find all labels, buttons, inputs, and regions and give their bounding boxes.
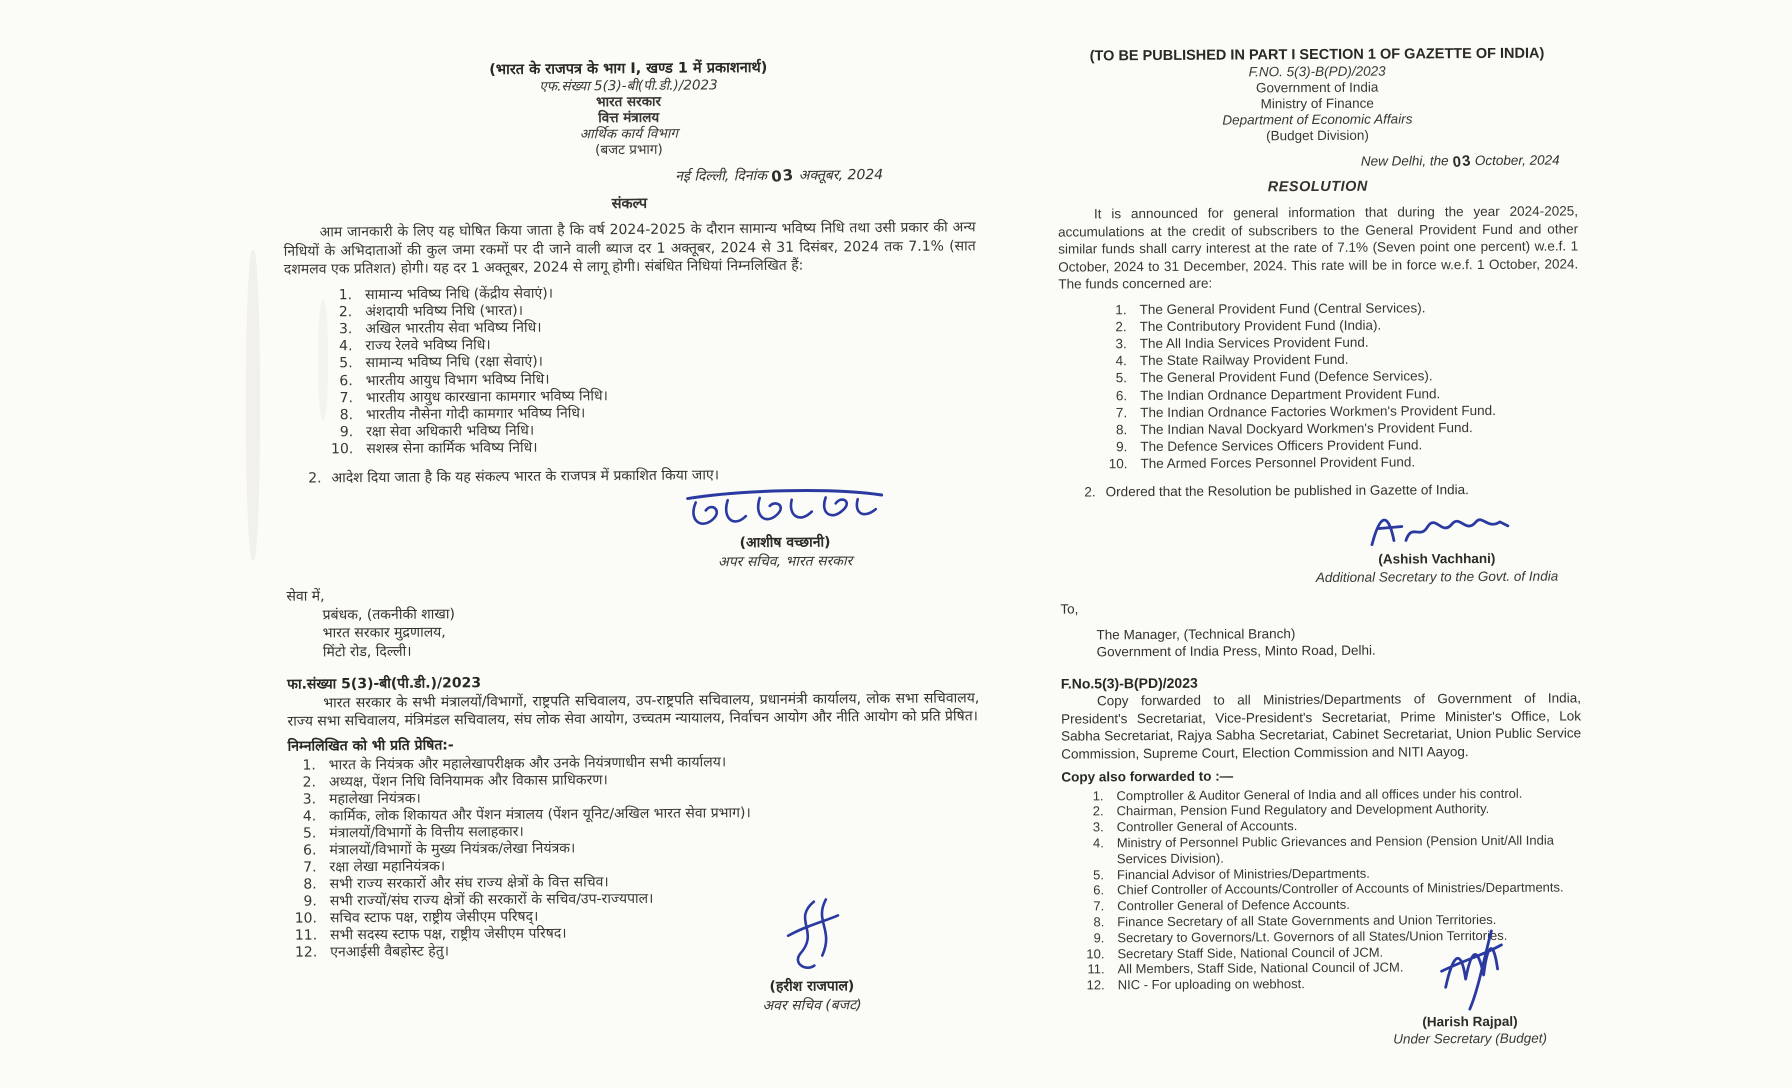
address-line: प्रबंधक, (तकनीकी शाखा) bbox=[322, 605, 455, 623]
signature-block-2-hi bbox=[762, 895, 862, 1015]
ordered-line-en bbox=[1060, 480, 1580, 501]
date-suffix: October, 2024 bbox=[1474, 152, 1560, 169]
list-number: 5. bbox=[1115, 370, 1128, 386]
list-text: अध्यक्ष, पेंशन निधि विनियामक और विकास प्राधिकरण। bbox=[328, 772, 608, 791]
page-hindi bbox=[282, 57, 981, 1018]
list-number: 3. bbox=[1092, 819, 1104, 835]
file-number-heading-hi: फा.संख्या 5(3)-बी(पी.डी.)/2023 bbox=[287, 675, 482, 693]
gazette-publish-note-en: (TO BE PUBLISHED IN PART I SECTION 1 OF GAZETTE OF INDIA) bbox=[1089, 45, 1545, 65]
list-text: The General Provident Fund (Defence Services). bbox=[1139, 368, 1433, 386]
list-number: 9. bbox=[1116, 439, 1128, 455]
list-text: सामान्य भविष्य निधि (केंद्रीय सेवाएं)। bbox=[365, 285, 554, 303]
govt-of-india-en: Government of India bbox=[1255, 79, 1379, 96]
fund-list-item bbox=[1099, 453, 1579, 473]
copy-forwarded-paragraph-en: Copy forwarded to all Ministries/Departments of Government of India, President's Secretariat, Vice-President's Secretariat, Prime Minister's Office, Lok Sabha Secretariat, Rajya Sabha Secretariat, Cabinet Secretariat, Union Public Service Commission, Supreme Court, Election Commission and NITI Aayog. bbox=[1060, 690, 1582, 762]
also-list-item bbox=[1076, 880, 1582, 899]
list-number: 8. bbox=[1093, 914, 1105, 930]
signatory-title-2-en: Under Secretary (Budget) bbox=[1393, 1031, 1548, 1047]
ministry-of-finance-hi: वित्त मंत्रालय bbox=[598, 109, 660, 127]
list-text: Finance Secretary of all State Governments and Union Territories. bbox=[1117, 911, 1497, 930]
list-text: Controller General of Defence Accounts. bbox=[1117, 896, 1350, 914]
list-number: 2. bbox=[1084, 483, 1096, 499]
handwritten-signature-ashish-en bbox=[1362, 500, 1512, 551]
list-text: The Defence Services Officers Provident Fund. bbox=[1140, 437, 1423, 455]
ordered-text: आदेश दिया जाता है कि यह संकल्प भारत के राजपत्र में प्रकाशित किया जाए। bbox=[331, 466, 720, 486]
list-number: 9. bbox=[1093, 930, 1105, 946]
resolution-paragraph-en: It is announced for general information that during the year 2024-2025, accumulations at the credit of subscribers to the General Provident Fund and other similar funds shall carry interest at the rate of 7.1% (Seven point one percent) w.e.f. 1 October, 2024 to 31 December, 2024. This rate will be in force w.e.f. 1 October, 2024. The funds concerned are: bbox=[1058, 203, 1579, 292]
handwritten-signature-harish-hi bbox=[780, 895, 843, 977]
list-number: 10. bbox=[1086, 945, 1105, 961]
list-text: सभी सदस्य स्टाफ पक्ष, राष्ट्रीय जेसीएम परिषद। bbox=[330, 925, 567, 944]
address-line: भारत सरकार मुद्रणालय, bbox=[322, 624, 446, 642]
list-number: 2. bbox=[1115, 318, 1127, 334]
list-number: 10. bbox=[1108, 456, 1128, 472]
list-number: 9. bbox=[339, 424, 354, 441]
to-address bbox=[323, 601, 979, 662]
list-number: 1. bbox=[302, 757, 316, 774]
list-text: भारत के नियंत्रक और महालेखापरीक्षक और उनके नियंत्रणाधीन सभी कार्यालय। bbox=[328, 754, 727, 774]
also-list-item bbox=[1075, 785, 1581, 804]
list-number: 6. bbox=[303, 842, 317, 859]
list-number: 9. bbox=[303, 893, 317, 910]
list-number: 4. bbox=[1092, 835, 1104, 851]
signatory-name-2-en: (Harish Rajpal) bbox=[1422, 1013, 1518, 1030]
resolution-title-hi: संकल्प bbox=[611, 195, 648, 212]
list-text: सभी राज्यों/संघ राज्य क्षेत्रों की सरकारों के सचिव/उप-राज्यपाल। bbox=[329, 890, 654, 910]
list-number: 10. bbox=[330, 441, 354, 458]
list-text: अंशदायी भविष्य निधि (भारत)। bbox=[365, 302, 524, 320]
list-number: 6. bbox=[1093, 882, 1105, 898]
gazette-publish-note-hi: (भारत के राजपत्र के भाग I, खण्ड 1 में प्रकाशनार्थ) bbox=[489, 59, 768, 79]
funds-list-hi bbox=[324, 282, 977, 459]
list-number: 8. bbox=[303, 876, 317, 893]
date-prefix: New Delhi, the bbox=[1360, 153, 1449, 169]
signatory-title-hi: अपर सचिव, भारत सरकार bbox=[717, 552, 853, 570]
list-number: 2. bbox=[308, 469, 322, 487]
handwritten-date-day: 03 bbox=[1451, 152, 1473, 172]
budget-division-hi: (बजट प्रभाग) bbox=[595, 141, 663, 159]
file-number-hi: एफ.संख्या 5(3)-बी(पी.डी.)/2023 bbox=[539, 77, 718, 95]
ordered-text: Ordered that the Resolution be published in Gazette of India. bbox=[1105, 481, 1469, 499]
resolution-title-en: RESOLUTION bbox=[1267, 178, 1368, 195]
ink-dot bbox=[858, 506, 865, 513]
list-number: 8. bbox=[1115, 422, 1128, 438]
list-text: Chairman, Pension Fund Regulatory and Development Authority. bbox=[1116, 801, 1490, 819]
signatory-title-en: Additional Secretary to the Govt. of India bbox=[1315, 568, 1559, 585]
list-text: The Indian Ordnance Factories Workmen's Provident Fund. bbox=[1140, 402, 1496, 420]
list-number: 1. bbox=[1115, 301, 1127, 317]
signature-block-en bbox=[1315, 500, 1558, 586]
date-line-en bbox=[1058, 151, 1578, 172]
handwritten-signature-harish-en bbox=[1433, 921, 1506, 1013]
to-block-en bbox=[1060, 597, 1580, 661]
list-text: भारतीय नौसेना गोदी कामगार भविष्य निधि। bbox=[365, 405, 586, 424]
signatory-title-2-hi: अवर सचिव (बजट) bbox=[762, 996, 862, 1014]
list-text: अखिल भारतीय सेवा भविष्य निधि। bbox=[365, 319, 542, 337]
also-forwarded-list-hi bbox=[288, 752, 982, 961]
address-line: मिंटो रोड, दिल्ली। bbox=[322, 643, 412, 660]
list-text: Ministry of Personnel Public Grievances and Pension (Pension Unit/All India Services Division). bbox=[1116, 832, 1555, 866]
to-block-hi bbox=[286, 582, 979, 661]
date-suffix: अक्तूबर, 2024 bbox=[798, 167, 884, 184]
list-text: Secretary to Governors/Lt. Governors of all States/Union Territories. bbox=[1117, 927, 1508, 945]
signature-block-hi bbox=[680, 485, 891, 572]
list-number: 2. bbox=[338, 303, 353, 320]
list-number: 3. bbox=[338, 321, 353, 338]
list-number: 7. bbox=[1093, 898, 1105, 914]
list-text: The Armed Forces Personnel Provident Fund. bbox=[1140, 454, 1416, 472]
page-english bbox=[1057, 44, 1583, 1050]
list-number: 5. bbox=[339, 355, 353, 372]
list-text: Comptroller & Auditor General of India and all offices under his control. bbox=[1116, 785, 1523, 803]
signatory-name-en: (Ashish Vachhani) bbox=[1378, 550, 1496, 567]
list-text: सचिव स्टाफ पक्ष, राष्ट्रीय जेसीएम परिषद्। bbox=[329, 908, 539, 927]
list-number: 7. bbox=[339, 389, 353, 407]
list-number: 1. bbox=[338, 286, 353, 303]
list-text: Secretary Staff Side, National Council of JCM. bbox=[1117, 944, 1384, 961]
list-text: भारतीय आयुध विभाग भविष्य निधि। bbox=[365, 371, 550, 389]
to-salutation: To, bbox=[1060, 601, 1079, 617]
signatory-name-2-hi: (हरीश राजपाल) bbox=[769, 978, 855, 995]
date-line-hi bbox=[283, 164, 975, 189]
list-text: The Contributory Provident Fund (India). bbox=[1139, 317, 1382, 334]
budget-division-en: (Budget Division) bbox=[1266, 127, 1369, 144]
file-number-en: F.NO. 5(3)-B(PD)/2023 bbox=[1248, 63, 1386, 80]
list-text: सामान्य भविष्य निधि (रक्षा सेवाएं)। bbox=[365, 354, 544, 372]
list-text: Controller General of Accounts. bbox=[1116, 818, 1298, 835]
funds-list-en bbox=[1098, 298, 1579, 473]
list-text: The State Railway Provident Fund. bbox=[1139, 351, 1349, 369]
list-text: भारतीय आयुध कारखाना कामगार भविष्य निधि। bbox=[365, 387, 609, 406]
fund-list-item bbox=[325, 437, 977, 459]
list-text: रक्षा सेवा अधिकारी भविष्य निधि। bbox=[366, 422, 535, 441]
list-text: कार्मिक, लोक शिकायत और पेंशन मंत्रालय (पेंशन यूनिट/अखिल भारत सेवा प्रभाग)। bbox=[329, 805, 751, 825]
list-number: 12. bbox=[294, 944, 318, 961]
also-list-item bbox=[1076, 832, 1582, 867]
list-number: 3. bbox=[1115, 336, 1127, 352]
list-number: 5. bbox=[1093, 866, 1105, 882]
list-text: NIC - For uploading on webhost. bbox=[1117, 976, 1305, 993]
list-text: सभी राज्य सरकारों और संघ राज्य क्षेत्रों के वित्त सचिव। bbox=[329, 874, 609, 893]
list-text: रक्षा लेखा महानियंत्रक। bbox=[329, 858, 446, 876]
list-number: 3. bbox=[302, 791, 317, 808]
list-number: 7. bbox=[303, 859, 317, 876]
to-salutation: सेवा में, bbox=[286, 588, 325, 605]
date-prefix: नई दिल्ली, दिनांक bbox=[675, 167, 768, 185]
dept-economic-affairs-en: Department of Economic Affairs bbox=[1222, 111, 1413, 128]
list-number: 1. bbox=[1092, 787, 1104, 803]
also-forwarded-heading-hi: निम्नलिखित को भी प्रति प्रेषित:- bbox=[287, 736, 454, 755]
list-text: Financial Advisor of Ministries/Departments. bbox=[1116, 865, 1370, 882]
list-number: 5. bbox=[302, 825, 317, 842]
address-line: The Manager, (Technical Branch) bbox=[1096, 625, 1296, 642]
list-text: The General Provident Fund (Central Services). bbox=[1139, 299, 1426, 317]
list-text: The All India Services Provident Fund. bbox=[1139, 334, 1369, 352]
govt-of-india-hi: भारत सरकार bbox=[596, 93, 662, 111]
address-line: Government of India Press, Minto Road, Delhi. bbox=[1096, 642, 1376, 660]
list-text: राज्य रेलवे भविष्य निधि। bbox=[365, 337, 491, 355]
list-text: All Members, Staff Side, National Council of JCM. bbox=[1117, 959, 1404, 977]
list-number: 2. bbox=[1092, 803, 1104, 819]
list-number: 12. bbox=[1086, 977, 1105, 993]
list-number: 7. bbox=[1115, 404, 1128, 420]
list-number: 8. bbox=[339, 407, 354, 424]
file-number-heading-en: F.No.5(3)-B(PD)/2023 bbox=[1060, 674, 1198, 692]
list-number: 6. bbox=[1115, 387, 1128, 403]
list-number: 11. bbox=[294, 927, 318, 944]
list-text: The Indian Naval Dockyard Workmen's Provident Fund. bbox=[1140, 419, 1473, 438]
handwritten-date-day: 03 bbox=[770, 165, 796, 187]
list-text: The Indian Ordnance Department Provident Fund. bbox=[1140, 385, 1441, 403]
list-number: 11. bbox=[1087, 961, 1105, 977]
list-text: महालेखा नियंत्रक। bbox=[328, 790, 421, 808]
scan-smudge bbox=[246, 250, 260, 560]
list-number: 4. bbox=[1115, 353, 1127, 369]
dept-economic-affairs-hi: आर्थिक कार्य विभाग bbox=[579, 125, 678, 143]
list-text: मंत्रालयों/विभागों के मुख्य नियंत्रक/लेखा नियंत्रक। bbox=[329, 840, 576, 859]
to-address bbox=[1096, 623, 1580, 661]
list-number: 10. bbox=[294, 910, 318, 927]
list-text: मंत्रालयों/विभागों के वित्तीय सलाहकार। bbox=[329, 823, 524, 842]
copy-forwarded-paragraph-hi: भारत सरकार के सभी मंत्रालयों/विभागों, राष्ट्रपति सचिवालय, उप-राष्ट्रपति सचिवालय, प्रधानमंत्री कार्यालय, लोक सभा सचिवालय, राज्य सभा सचिवालय, मंत्रिमंडल सचिवालय, संघ लोक सेवा आयोग, उच्चतम न्यायालय, निर्वाचन आयोग और नीति आयोग को प्रति प्रेषित। bbox=[287, 689, 980, 730]
list-text: एनआईसी वैबहोस्ट हेतु। bbox=[330, 943, 450, 961]
list-text: Chief Controller of Accounts/Controller of Accounts of Ministries/Departments. bbox=[1117, 879, 1564, 898]
ministry-of-finance-en: Ministry of Finance bbox=[1260, 95, 1374, 112]
list-number: 4. bbox=[339, 338, 353, 355]
also-list-item bbox=[1076, 927, 1582, 946]
also-forwarded-heading-en: Copy also forwarded to :— bbox=[1061, 768, 1234, 785]
signatory-name-hi: (आशीष वच्छानी) bbox=[739, 534, 831, 552]
list-number: 6. bbox=[339, 372, 353, 389]
resolution-paragraph-hi: आम जानकारी के लिए यह घोषित किया जाता है कि वर्ष 2024-2025 के दौरान सामान्य भविष्य निधि तथा उसी प्रकार की अन्य निधियों के अभिदाताओं की कुल जमा रकमों पर दी जाने वाली ब्याज दर 1 अक्तूबर, 2024 से 31 दिसंबर, 2024 तक 7.1% (सात दशमलव एक प्रतिशत) होगी। यह दर 1 अक्तूबर, 2024 से लागू होगी। संबंधित निधियां निम्नलिखित हैं: bbox=[283, 219, 976, 278]
list-number: 4. bbox=[302, 808, 317, 825]
list-number: 2. bbox=[302, 774, 316, 791]
list-text: सशस्त्र सेना कार्मिक भविष्य निधि। bbox=[366, 440, 538, 458]
